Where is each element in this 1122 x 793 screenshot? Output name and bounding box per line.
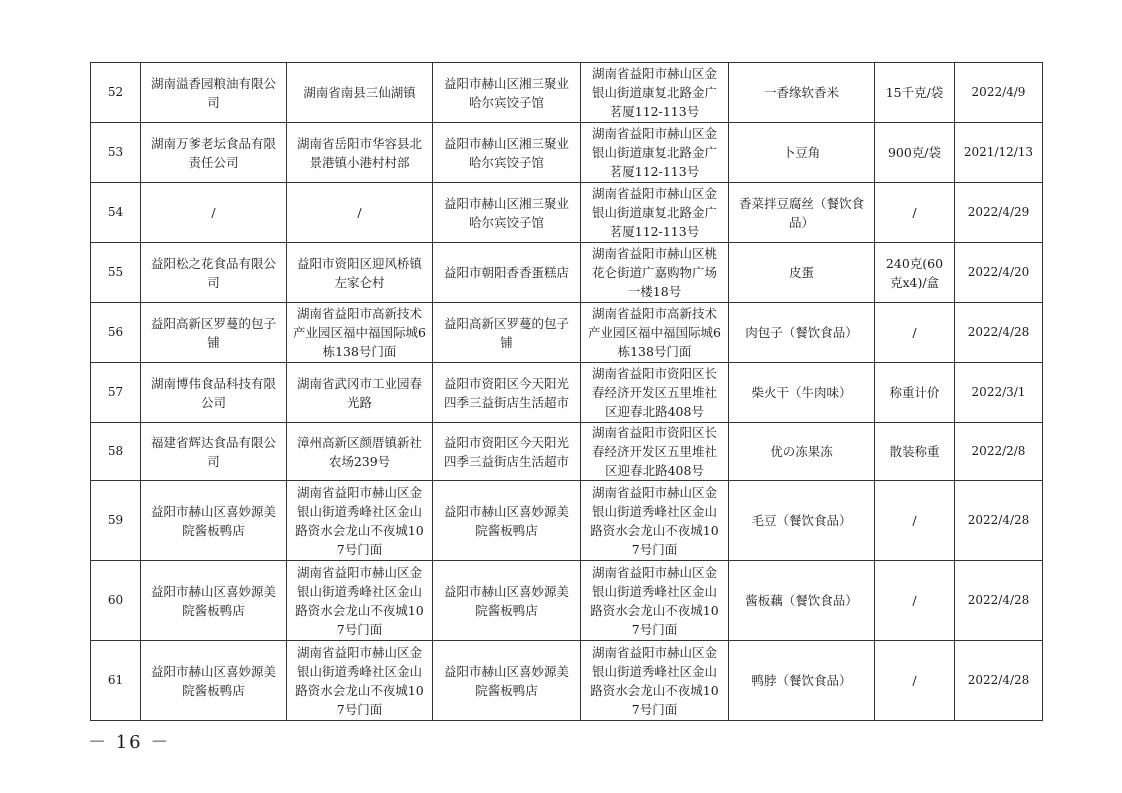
sampled-unit-name: 益阳市朝阳香香蛋糕店 (433, 243, 581, 303)
production-date: 2022/4/28 (955, 641, 1043, 721)
row-number: 59 (91, 481, 141, 561)
table-row (91, 183, 1043, 243)
product-name: 香菜拌豆腐丝（餐饮食品） (729, 183, 875, 243)
sampled-unit-name: 益阳市赫山区喜妙源美院酱板鸭店 (433, 561, 581, 641)
sampled-unit-address: 湖南省益阳市赫山区金银山街道康复北路金广茗厦112-113号 (581, 123, 729, 183)
producer-address: 湖南省南县三仙湖镇 (287, 63, 433, 123)
product-name: 柴火干（牛肉味） (729, 363, 875, 423)
product-spec: / (875, 561, 955, 641)
producer-address: 湖南省武冈市工业园春光路 (287, 363, 433, 423)
sampled-unit-name: 益阳市赫山区湘三聚业哈尔宾饺子馆 (433, 123, 581, 183)
producer-address: 漳州高新区颜厝镇新社农场239号 (287, 423, 433, 481)
table-row (91, 363, 1043, 423)
producer-name: 益阳市赫山区喜妙源美院酱板鸭店 (141, 641, 287, 721)
product-name: 优の冻果冻 (729, 423, 875, 481)
sampled-unit-name: 益阳高新区罗蔓的包子铺 (433, 303, 581, 363)
row-number: 60 (91, 561, 141, 641)
producer-address: 湖南省益阳市赫山区金银山街道秀峰社区金山路资水会龙山不夜城107号门面 (287, 561, 433, 641)
product-spec: 900克/袋 (875, 123, 955, 183)
producer-name: 益阳松之花食品有限公司 (141, 243, 287, 303)
table-row (91, 243, 1043, 303)
producer-address: 湖南省益阳市赫山区金银山街道秀峰社区金山路资水会龙山不夜城107号门面 (287, 641, 433, 721)
row-number: 58 (91, 423, 141, 481)
producer-name: 湖南万爹老坛食品有限责任公司 (141, 123, 287, 183)
production-date: 2022/4/28 (955, 481, 1043, 561)
product-name: 鸭脖（餐饮食品） (729, 641, 875, 721)
product-spec: / (875, 641, 955, 721)
producer-name: / (141, 183, 287, 243)
product-name: 酱板藕（餐饮食品） (729, 561, 875, 641)
product-spec: / (875, 303, 955, 363)
sampled-unit-address: 湖南省益阳市赫山区桃花仑街道广嘉购物广场一楼18号 (581, 243, 729, 303)
producer-name: 湖南博伟食品科技有限公司 (141, 363, 287, 423)
production-date: 2022/4/9 (955, 63, 1043, 123)
page-number: － 16 － (88, 732, 171, 753)
product-name: 肉包子（餐饮食品） (729, 303, 875, 363)
producer-name: 益阳高新区罗蔓的包子铺 (141, 303, 287, 363)
row-number: 52 (91, 63, 141, 123)
producer-name: 福建省辉达食品有限公司 (141, 423, 287, 481)
production-date: 2022/2/8 (955, 423, 1043, 481)
table-row (91, 423, 1043, 481)
product-spec: 散装称重 (875, 423, 955, 481)
sampled-unit-name: 益阳市赫山区喜妙源美院酱板鸭店 (433, 641, 581, 721)
sampled-unit-address: 湖南省益阳市资阳区长春经济开发区五里堆社区迎春北路408号 (581, 423, 729, 481)
sampled-unit-name: 益阳市资阳区今天阳光四季三益街店生活超市 (433, 363, 581, 423)
table-row (91, 561, 1043, 641)
sampled-unit-address: 湖南省益阳市高新技术产业园区福中福国际城6栋138号门面 (581, 303, 729, 363)
sampled-unit-address: 湖南省益阳市赫山区金银山街道康复北路金广茗厦112-113号 (581, 63, 729, 123)
producer-name: 益阳市赫山区喜妙源美院酱板鸭店 (141, 481, 287, 561)
production-date: 2022/4/29 (955, 183, 1043, 243)
producer-address: 湖南省益阳市高新技术产业园区福中福国际城6栋138号门面 (287, 303, 433, 363)
sampling-results-table (90, 62, 1043, 721)
sampled-unit-address: 湖南省益阳市赫山区金银山街道秀峰社区金山路资水会龙山不夜城107号门面 (581, 641, 729, 721)
producer-address: 湖南省益阳市赫山区金银山街道秀峰社区金山路资水会龙山不夜城107号门面 (287, 481, 433, 561)
sampled-unit-name: 益阳市赫山区湘三聚业哈尔宾饺子馆 (433, 183, 581, 243)
table-row (91, 63, 1043, 123)
product-name: 皮蛋 (729, 243, 875, 303)
product-spec: / (875, 481, 955, 561)
product-name: 一香缘软香米 (729, 63, 875, 123)
row-number: 55 (91, 243, 141, 303)
row-number: 57 (91, 363, 141, 423)
production-date: 2022/4/20 (955, 243, 1043, 303)
production-date: 2022/4/28 (955, 303, 1043, 363)
producer-name: 湖南溢香园粮油有限公司 (141, 63, 287, 123)
sampled-unit-address: 湖南省益阳市赫山区金银山街道康复北路金广茗厦112-113号 (581, 183, 729, 243)
sampled-unit-name: 益阳市赫山区湘三聚业哈尔宾饺子馆 (433, 63, 581, 123)
production-date: 2022/4/28 (955, 561, 1043, 641)
producer-address: 湖南省岳阳市华容县北景港镇小港村村部 (287, 123, 433, 183)
product-name: 毛豆（餐饮食品） (729, 481, 875, 561)
table-row (91, 123, 1043, 183)
sampling-results-table-container (90, 62, 1042, 721)
producer-name: 益阳市赫山区喜妙源美院酱板鸭店 (141, 561, 287, 641)
table-row (91, 303, 1043, 363)
table-row (91, 481, 1043, 561)
row-number: 53 (91, 123, 141, 183)
sampled-unit-name: 益阳市赫山区喜妙源美院酱板鸭店 (433, 481, 581, 561)
sampled-unit-address: 湖南省益阳市赫山区金银山街道秀峰社区金山路资水会龙山不夜城107号门面 (581, 481, 729, 561)
product-spec: 称重计价 (875, 363, 955, 423)
production-date: 2021/12/13 (955, 123, 1043, 183)
production-date: 2022/3/1 (955, 363, 1043, 423)
product-name: 卜豆角 (729, 123, 875, 183)
producer-address: / (287, 183, 433, 243)
producer-address: 益阳市资阳区迎风桥镇左家仑村 (287, 243, 433, 303)
sampled-unit-address: 湖南省益阳市赫山区金银山街道秀峰社区金山路资水会龙山不夜城107号门面 (581, 561, 729, 641)
row-number: 56 (91, 303, 141, 363)
product-spec: 15千克/袋 (875, 63, 955, 123)
product-spec: / (875, 183, 955, 243)
table-row (91, 641, 1043, 721)
sampled-unit-address: 湖南省益阳市资阳区长春经济开发区五里堆社区迎春北路408号 (581, 363, 729, 423)
product-spec: 240克(60克x4)/盒 (875, 243, 955, 303)
row-number: 54 (91, 183, 141, 243)
sampled-unit-name: 益阳市资阳区今天阳光四季三益街店生活超市 (433, 423, 581, 481)
row-number: 61 (91, 641, 141, 721)
